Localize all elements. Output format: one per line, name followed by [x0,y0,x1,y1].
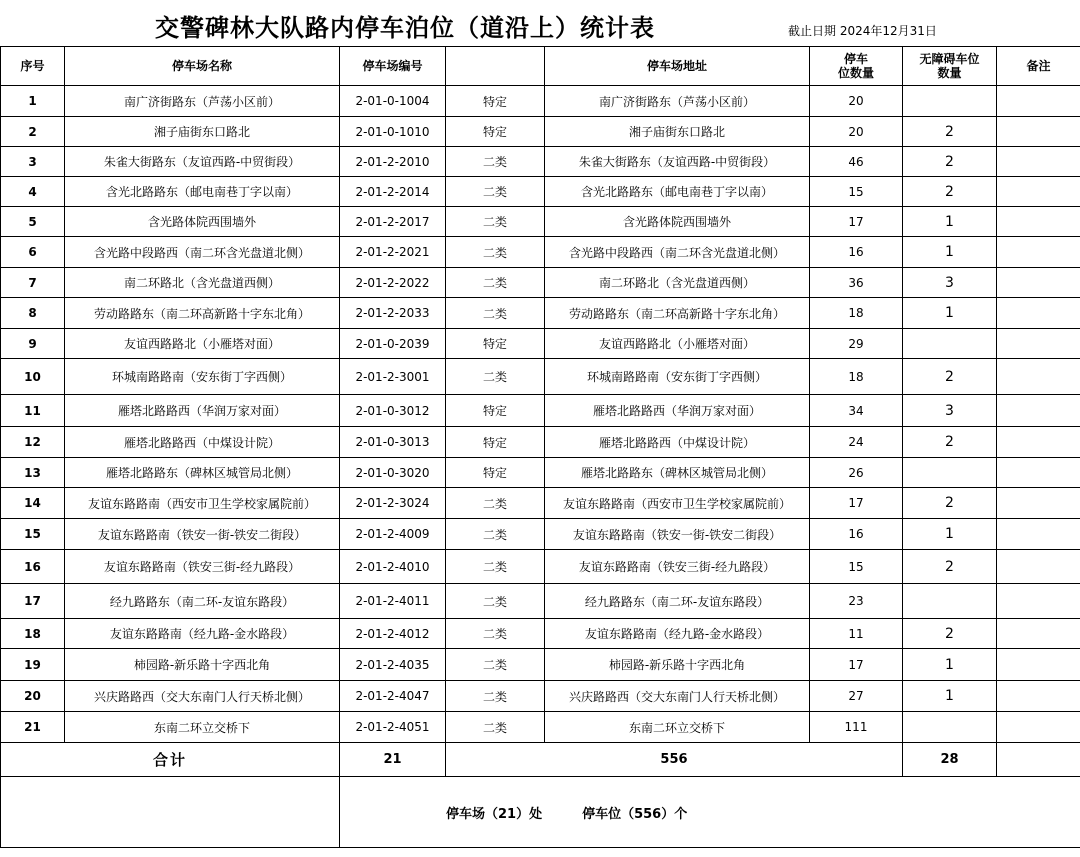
row-no: 14 [1,488,65,519]
table-row [1,619,1080,649]
row-no: 6 [1,237,65,268]
summary-blank [1,777,340,848]
summary-spaces: 停车位（556）个 [582,806,688,822]
row-note [997,681,1080,712]
row-no: 20 [1,681,65,712]
row-name: 环城南路路南（安东街丁字西侧） [65,359,340,395]
total-count: 21 [340,743,446,777]
row-no: 16 [1,550,65,584]
row-name: 东南二环立交桥下 [65,712,340,743]
row-accessible: 2 [903,359,997,395]
row-type: 特定 [446,117,545,147]
row-note [997,458,1080,488]
row-code: 2-01-0-1010 [340,117,446,147]
table-row [1,147,1080,177]
row-no: 7 [1,268,65,298]
row-address: 劳动路路东（南二环高新路十字东北角） [545,298,810,329]
row-spaces: 16 [810,519,903,550]
row-code: 2-01-2-3024 [340,488,446,519]
total-spaces: 556 [446,743,903,777]
row-note [997,117,1080,147]
row-type: 二类 [446,488,545,519]
table-row [1,427,1080,458]
row-address: 柿园路-新乐路十字西北角 [545,649,810,681]
row-code: 2-01-2-2014 [340,177,446,207]
row-code: 2-01-2-4012 [340,619,446,649]
row-accessible [903,712,997,743]
row-no: 4 [1,177,65,207]
row-code: 2-01-2-4011 [340,584,446,619]
row-note [997,329,1080,359]
row-code: 2-01-2-2010 [340,147,446,177]
row-no: 12 [1,427,65,458]
row-spaces: 16 [810,237,903,268]
page-title: 交警碑林大队路内停车泊位（道沿上）统计表 [155,14,655,42]
row-name: 雁塔北路路西（中煤设计院） [65,427,340,458]
row-spaces: 17 [810,649,903,681]
row-spaces: 20 [810,86,903,117]
table-row [1,584,1080,619]
row-type: 二类 [446,712,545,743]
row-name: 含光路中段路西（南二环含光盘道北侧） [65,237,340,268]
row-address: 雁塔北路路东（碑林区城管局北侧） [545,458,810,488]
row-address: 经九路路东（南二环-友谊东路段） [545,584,810,619]
row-accessible: 2 [903,619,997,649]
row-spaces: 15 [810,177,903,207]
row-spaces: 26 [810,458,903,488]
row-name: 友谊东路路南（铁安三街-经九路段） [65,550,340,584]
col-header-address: 停车场地址 [545,47,810,86]
table-row [1,268,1080,298]
row-code: 2-01-2-3001 [340,359,446,395]
row-address: 友谊东路路南（西安市卫生学校家属院前） [545,488,810,519]
row-code: 2-01-2-2022 [340,268,446,298]
row-code: 2-01-2-4010 [340,550,446,584]
row-note [997,177,1080,207]
row-spaces: 17 [810,207,903,237]
row-note [997,550,1080,584]
row-note [997,427,1080,458]
row-type: 二类 [446,298,545,329]
table-row [1,458,1080,488]
row-accessible: 1 [903,207,997,237]
row-name: 含光北路路东（邮电南巷丁字以南） [65,177,340,207]
row-type: 特定 [446,329,545,359]
row-no: 18 [1,619,65,649]
row-address: 南二环路北（含光盘道西侧） [545,268,810,298]
row-note [997,86,1080,117]
row-address: 含光北路路东（邮电南巷丁字以南） [545,177,810,207]
row-type: 二类 [446,147,545,177]
row-type: 特定 [446,86,545,117]
row-type: 二类 [446,268,545,298]
row-accessible: 1 [903,298,997,329]
table-row [1,237,1080,268]
row-spaces: 11 [810,619,903,649]
row-accessible: 1 [903,519,997,550]
table-row [1,207,1080,237]
table-body [1,86,1080,743]
row-type: 二类 [446,177,545,207]
row-name: 含光路体院西围墙外 [65,207,340,237]
row-accessible [903,329,997,359]
row-address: 东南二环立交桥下 [545,712,810,743]
row-spaces: 27 [810,681,903,712]
row-accessible [903,86,997,117]
row-note [997,298,1080,329]
row-spaces: 29 [810,329,903,359]
row-note [997,584,1080,619]
row-no: 5 [1,207,65,237]
col-header-note: 备注 [997,47,1080,86]
row-note [997,395,1080,427]
row-type: 二类 [446,649,545,681]
title-bar [0,0,1080,46]
row-code: 2-01-0-3013 [340,427,446,458]
row-name: 湘子庙街东口路北 [65,117,340,147]
row-name: 经九路路东（南二环-友谊东路段） [65,584,340,619]
row-address: 兴庆路路西（交大东南门人行天桥北侧） [545,681,810,712]
row-note [997,359,1080,395]
row-address: 含光路中段路西（南二环含光盘道北侧） [545,237,810,268]
table-row [1,681,1080,712]
row-type: 二类 [446,359,545,395]
row-note [997,207,1080,237]
table-row [1,395,1080,427]
row-spaces: 20 [810,117,903,147]
row-name: 雁塔北路路西（华润万家对面） [65,395,340,427]
row-name: 友谊东路路南（铁安一街-铁安二街段） [65,519,340,550]
row-accessible [903,584,997,619]
row-name: 友谊东路路南（西安市卫生学校家属院前） [65,488,340,519]
row-accessible: 3 [903,268,997,298]
row-address: 南广济街路东（芦荡小区前） [545,86,810,117]
row-name: 朱雀大街路东（友谊西路-中贸街段） [65,147,340,177]
row-accessible: 2 [903,550,997,584]
row-code: 2-01-0-2039 [340,329,446,359]
row-note [997,619,1080,649]
row-accessible: 2 [903,427,997,458]
parking-table [0,46,1080,848]
row-type: 特定 [446,458,545,488]
row-note [997,147,1080,177]
row-no: 1 [1,86,65,117]
row-code: 2-01-2-4051 [340,712,446,743]
row-spaces: 34 [810,395,903,427]
row-address: 友谊东路路南（铁安一街-铁安二街段） [545,519,810,550]
row-accessible: 1 [903,681,997,712]
cutoff-date: 截止日期 2024年12月31日 [788,24,937,38]
table-row [1,298,1080,329]
col-header-type [446,47,545,86]
row-spaces: 17 [810,488,903,519]
table-row [1,649,1080,681]
row-type: 二类 [446,619,545,649]
row-no: 9 [1,329,65,359]
row-type: 二类 [446,681,545,712]
row-spaces: 111 [810,712,903,743]
row-no: 13 [1,458,65,488]
total-accessible: 28 [903,743,997,777]
table-row [1,359,1080,395]
row-accessible: 2 [903,488,997,519]
row-name: 兴庆路路西（交大东南门人行天桥北侧） [65,681,340,712]
total-label: 合计 [1,743,340,777]
summary-row [1,777,1080,848]
row-accessible: 1 [903,649,997,681]
row-accessible: 1 [903,237,997,268]
row-code: 2-01-2-4009 [340,519,446,550]
row-no: 3 [1,147,65,177]
row-name: 劳动路路东（南二环高新路十字东北角） [65,298,340,329]
row-accessible: 2 [903,147,997,177]
row-type: 二类 [446,519,545,550]
row-address: 环城南路路南（安东街丁字西侧） [545,359,810,395]
row-name: 雁塔北路路东（碑林区城管局北侧） [65,458,340,488]
row-no: 21 [1,712,65,743]
table-row [1,329,1080,359]
row-note [997,268,1080,298]
total-row [1,743,1080,777]
row-code: 2-01-2-4047 [340,681,446,712]
col-header-name: 停车场名称 [65,47,340,86]
row-accessible [903,458,997,488]
row-type: 二类 [446,207,545,237]
row-address: 雁塔北路路西（华润万家对面） [545,395,810,427]
row-accessible: 2 [903,117,997,147]
col-header-spaces: 停车 位数量 [810,47,903,86]
row-type: 二类 [446,237,545,268]
row-no: 17 [1,584,65,619]
row-address: 友谊东路路南（经九路-金水路段） [545,619,810,649]
row-no: 11 [1,395,65,427]
row-name: 南广济街路东（芦荡小区前） [65,86,340,117]
table-row [1,86,1080,117]
row-spaces: 23 [810,584,903,619]
row-address: 友谊东路路南（铁安三街-经九路段） [545,550,810,584]
summary-cell [340,777,1080,848]
row-no: 10 [1,359,65,395]
row-accessible: 2 [903,177,997,207]
row-name: 柿园路-新乐路十字西北角 [65,649,340,681]
row-note [997,712,1080,743]
summary-lots: 停车场（21）处 [446,806,543,822]
row-type: 二类 [446,584,545,619]
row-no: 19 [1,649,65,681]
table-row [1,550,1080,584]
row-spaces: 15 [810,550,903,584]
col-header-no: 序号 [1,47,65,86]
table-row [1,488,1080,519]
col-header-code: 停车场编号 [340,47,446,86]
row-note [997,237,1080,268]
row-code: 2-01-0-3020 [340,458,446,488]
total-note [997,743,1080,777]
row-code: 2-01-2-4035 [340,649,446,681]
row-note [997,488,1080,519]
row-spaces: 24 [810,427,903,458]
row-address: 含光路体院西围墙外 [545,207,810,237]
row-name: 南二环路北（含光盘道西侧） [65,268,340,298]
table-row [1,519,1080,550]
row-name: 友谊东路路南（经九路-金水路段） [65,619,340,649]
row-note [997,519,1080,550]
row-no: 15 [1,519,65,550]
row-spaces: 18 [810,359,903,395]
row-note [997,649,1080,681]
table-row [1,712,1080,743]
row-spaces: 18 [810,298,903,329]
row-spaces: 46 [810,147,903,177]
row-spaces: 36 [810,268,903,298]
table-row [1,117,1080,147]
row-no: 8 [1,298,65,329]
row-type: 特定 [446,395,545,427]
row-address: 友谊西路路北（小雁塔对面） [545,329,810,359]
row-address: 雁塔北路路西（中煤设计院） [545,427,810,458]
row-type: 特定 [446,427,545,458]
row-address: 湘子庙街东口路北 [545,117,810,147]
table-row [1,177,1080,207]
row-type: 二类 [446,550,545,584]
row-code: 2-01-0-1004 [340,86,446,117]
row-no: 2 [1,117,65,147]
row-address: 朱雀大街路东（友谊西路-中贸街段） [545,147,810,177]
row-code: 2-01-0-3012 [340,395,446,427]
row-code: 2-01-2-2021 [340,237,446,268]
row-accessible: 3 [903,395,997,427]
header-row [1,47,1080,86]
row-code: 2-01-2-2017 [340,207,446,237]
row-code: 2-01-2-2033 [340,298,446,329]
row-name: 友谊西路路北（小雁塔对面） [65,329,340,359]
col-header-accessible: 无障碍车位 数量 [903,47,997,86]
